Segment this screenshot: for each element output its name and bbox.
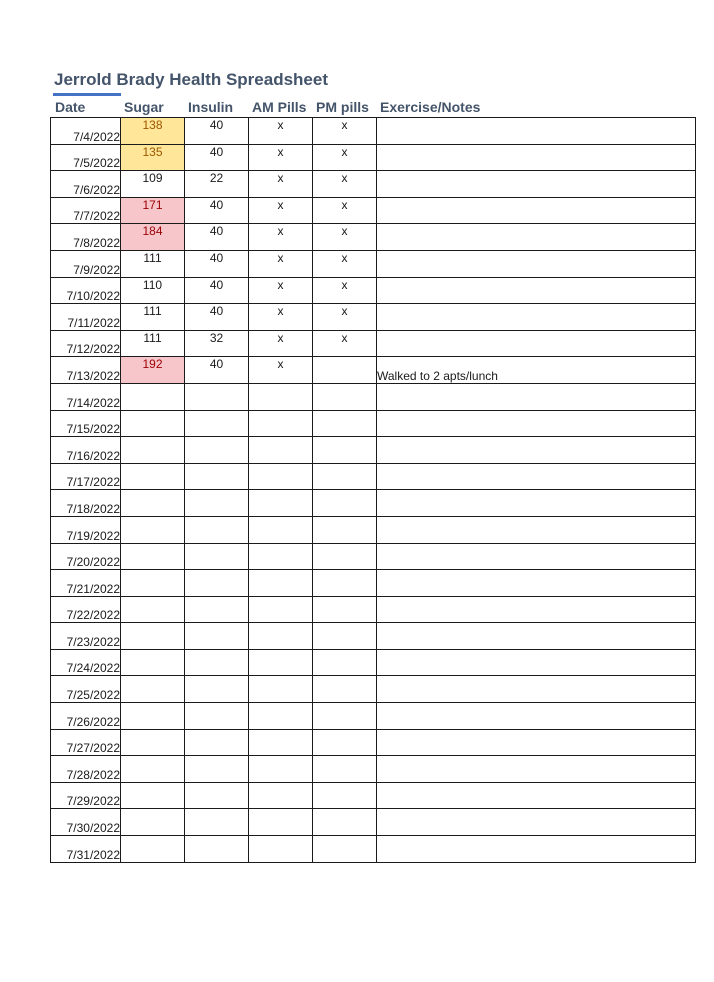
table-row <box>51 224 696 251</box>
date-cell[interactable]: 7/30/2022 <box>51 809 121 836</box>
am-pills-cell[interactable] <box>249 756 313 783</box>
table-row <box>51 144 696 171</box>
notes-cell[interactable] <box>377 703 696 730</box>
date-cell[interactable]: 7/24/2022 <box>51 649 121 676</box>
date-cell[interactable]: 7/18/2022 <box>51 490 121 517</box>
table-row <box>51 437 696 464</box>
sugar-cell[interactable]: 192 <box>121 357 185 384</box>
notes-cell[interactable] <box>377 490 696 517</box>
am-pills-cell[interactable] <box>249 836 313 863</box>
am-pills-cell[interactable] <box>249 703 313 730</box>
table-row <box>51 250 696 277</box>
am-pills-cell[interactable] <box>249 782 313 809</box>
date-cell[interactable]: 7/10/2022 <box>51 277 121 304</box>
sugar-cell[interactable] <box>121 490 185 517</box>
table-row <box>51 596 696 623</box>
insulin-cell[interactable] <box>185 383 249 410</box>
table-row <box>51 782 696 809</box>
table-row <box>51 516 696 543</box>
am-pills-cell[interactable]: x <box>249 171 313 198</box>
table-row <box>51 570 696 597</box>
insulin-cell[interactable]: 40 <box>185 304 249 331</box>
header-am-pills: AM Pills <box>252 99 307 115</box>
table-row <box>51 171 696 198</box>
pm-pills-cell[interactable] <box>313 676 377 703</box>
date-cell[interactable]: 7/14/2022 <box>51 383 121 410</box>
sheet-title: Jerrold Brady Health Spreadsheet <box>54 70 328 89</box>
am-pills-cell[interactable] <box>249 490 313 517</box>
date-cell[interactable]: 7/6/2022 <box>51 171 121 198</box>
notes-cell[interactable] <box>377 383 696 410</box>
sugar-cell[interactable]: 111 <box>121 330 185 357</box>
date-cell[interactable]: 7/27/2022 <box>51 729 121 756</box>
date-cell[interactable]: 7/22/2022 <box>51 596 121 623</box>
date-cell[interactable]: 7/16/2022 <box>51 437 121 464</box>
am-pills-cell[interactable] <box>249 410 313 437</box>
date-cell[interactable]: 7/15/2022 <box>51 410 121 437</box>
table-row <box>51 197 696 224</box>
am-pills-cell[interactable] <box>249 809 313 836</box>
notes-cell[interactable] <box>377 224 696 251</box>
am-pills-cell[interactable]: x <box>249 224 313 251</box>
notes-cell[interactable] <box>377 836 696 863</box>
am-pills-cell[interactable]: x <box>249 277 313 304</box>
insulin-cell[interactable] <box>185 463 249 490</box>
notes-cell[interactable] <box>377 729 696 756</box>
table-row <box>51 836 696 863</box>
date-cell[interactable]: 7/8/2022 <box>51 224 121 251</box>
table-row <box>51 330 696 357</box>
date-cell[interactable]: 7/9/2022 <box>51 250 121 277</box>
am-pills-cell[interactable] <box>249 649 313 676</box>
notes-cell[interactable] <box>377 676 696 703</box>
pm-pills-cell[interactable] <box>313 649 377 676</box>
sugar-cell[interactable] <box>121 756 185 783</box>
date-cell[interactable]: 7/25/2022 <box>51 676 121 703</box>
health-table <box>50 117 696 863</box>
am-pills-cell[interactable] <box>249 676 313 703</box>
notes-cell[interactable] <box>377 250 696 277</box>
sugar-cell[interactable] <box>121 383 185 410</box>
date-cell[interactable]: 7/7/2022 <box>51 197 121 224</box>
pm-pills-cell[interactable]: x <box>313 118 377 145</box>
notes-cell[interactable] <box>377 144 696 171</box>
table-row <box>51 410 696 437</box>
pm-pills-cell[interactable]: x <box>313 144 377 171</box>
am-pills-cell[interactable]: x <box>249 197 313 224</box>
sugar-cell[interactable] <box>121 623 185 650</box>
sugar-cell[interactable] <box>121 516 185 543</box>
notes-cell[interactable] <box>377 410 696 437</box>
notes-cell[interactable] <box>377 649 696 676</box>
table-row <box>51 490 696 517</box>
am-pills-cell[interactable] <box>249 383 313 410</box>
pm-pills-cell[interactable] <box>313 729 377 756</box>
table-row <box>51 304 696 331</box>
insulin-cell[interactable] <box>185 570 249 597</box>
am-pills-cell[interactable] <box>249 596 313 623</box>
insulin-cell[interactable] <box>185 437 249 464</box>
table-row <box>51 703 696 730</box>
insulin-cell[interactable] <box>185 490 249 517</box>
insulin-cell[interactable]: 40 <box>185 118 249 145</box>
am-pills-cell[interactable]: x <box>249 357 313 384</box>
insulin-cell[interactable] <box>185 809 249 836</box>
insulin-cell[interactable] <box>185 729 249 756</box>
am-pills-cell[interactable]: x <box>249 118 313 145</box>
insulin-cell[interactable]: 40 <box>185 277 249 304</box>
header-pm-pills: PM pills <box>316 99 369 115</box>
insulin-cell[interactable]: 32 <box>185 330 249 357</box>
pm-pills-cell[interactable] <box>313 357 377 384</box>
insulin-cell[interactable]: 22 <box>185 171 249 198</box>
am-pills-cell[interactable] <box>249 516 313 543</box>
table-row <box>51 676 696 703</box>
am-pills-cell[interactable]: x <box>249 144 313 171</box>
pm-pills-cell[interactable] <box>313 782 377 809</box>
pm-pills-cell[interactable] <box>313 410 377 437</box>
notes-cell[interactable]: Walked to 2 apts/lunch <box>377 357 696 384</box>
table-row <box>51 543 696 570</box>
date-cell[interactable]: 7/21/2022 <box>51 570 121 597</box>
table-body <box>51 118 696 863</box>
date-cell[interactable]: 7/5/2022 <box>51 144 121 171</box>
table-row <box>51 809 696 836</box>
insulin-cell[interactable] <box>185 596 249 623</box>
pm-pills-cell[interactable] <box>313 703 377 730</box>
notes-cell[interactable] <box>377 277 696 304</box>
sugar-cell[interactable] <box>121 703 185 730</box>
sugar-cell[interactable]: 111 <box>121 304 185 331</box>
table-row <box>51 649 696 676</box>
date-cell[interactable]: 7/29/2022 <box>51 782 121 809</box>
table-row <box>51 463 696 490</box>
date-cell[interactable]: 7/4/2022 <box>51 118 121 145</box>
notes-cell[interactable] <box>377 304 696 331</box>
notes-cell[interactable] <box>377 543 696 570</box>
title-underline <box>53 93 121 96</box>
notes-cell[interactable] <box>377 756 696 783</box>
date-cell[interactable]: 7/23/2022 <box>51 623 121 650</box>
notes-cell[interactable] <box>377 197 696 224</box>
table-row <box>51 383 696 410</box>
date-cell[interactable]: 7/13/2022 <box>51 357 121 384</box>
insulin-cell[interactable] <box>185 543 249 570</box>
pm-pills-cell[interactable] <box>313 437 377 464</box>
pm-pills-cell[interactable] <box>313 516 377 543</box>
am-pills-cell[interactable] <box>249 463 313 490</box>
date-cell[interactable]: 7/26/2022 <box>51 703 121 730</box>
insulin-cell[interactable] <box>185 676 249 703</box>
header-date: Date <box>55 99 86 115</box>
insulin-cell[interactable] <box>185 516 249 543</box>
notes-cell[interactable] <box>377 330 696 357</box>
sugar-cell[interactable] <box>121 649 185 676</box>
header-insulin: Insulin <box>188 99 234 115</box>
am-pills-cell[interactable] <box>249 437 313 464</box>
notes-cell[interactable] <box>377 118 696 145</box>
header-sugar: Sugar <box>124 99 164 115</box>
pm-pills-cell[interactable] <box>313 596 377 623</box>
sugar-cell[interactable] <box>121 729 185 756</box>
notes-cell[interactable] <box>377 782 696 809</box>
insulin-cell[interactable]: 40 <box>185 197 249 224</box>
pm-pills-cell[interactable]: x <box>313 171 377 198</box>
am-pills-cell[interactable] <box>249 543 313 570</box>
sugar-cell[interactable]: 109 <box>121 171 185 198</box>
sugar-cell[interactable] <box>121 809 185 836</box>
notes-cell[interactable] <box>377 596 696 623</box>
date-cell[interactable]: 7/19/2022 <box>51 516 121 543</box>
pm-pills-cell[interactable] <box>313 756 377 783</box>
pm-pills-cell[interactable]: x <box>313 304 377 331</box>
date-cell[interactable]: 7/20/2022 <box>51 543 121 570</box>
pm-pills-cell[interactable]: x <box>313 197 377 224</box>
sugar-cell[interactable]: 171 <box>121 197 185 224</box>
pm-pills-cell[interactable] <box>313 570 377 597</box>
sugar-cell[interactable] <box>121 463 185 490</box>
pm-pills-cell[interactable] <box>313 463 377 490</box>
am-pills-cell[interactable] <box>249 729 313 756</box>
sugar-cell[interactable]: 135 <box>121 144 185 171</box>
notes-cell[interactable] <box>377 171 696 198</box>
insulin-cell[interactable]: 40 <box>185 357 249 384</box>
am-pills-cell[interactable] <box>249 570 313 597</box>
notes-cell[interactable] <box>377 437 696 464</box>
table-row <box>51 623 696 650</box>
sugar-cell[interactable] <box>121 570 185 597</box>
am-pills-cell[interactable]: x <box>249 304 313 331</box>
am-pills-cell[interactable]: x <box>249 330 313 357</box>
pm-pills-cell[interactable] <box>313 490 377 517</box>
date-cell[interactable]: 7/31/2022 <box>51 836 121 863</box>
insulin-cell[interactable]: 40 <box>185 224 249 251</box>
insulin-cell[interactable] <box>185 649 249 676</box>
am-pills-cell[interactable] <box>249 623 313 650</box>
pm-pills-cell[interactable] <box>313 383 377 410</box>
table-row <box>51 277 696 304</box>
pm-pills-cell[interactable]: x <box>313 277 377 304</box>
am-pills-cell[interactable]: x <box>249 250 313 277</box>
sugar-cell[interactable] <box>121 543 185 570</box>
sugar-cell[interactable] <box>121 410 185 437</box>
pm-pills-cell[interactable] <box>313 809 377 836</box>
sugar-cell[interactable]: 138 <box>121 118 185 145</box>
table-row <box>51 756 696 783</box>
notes-cell[interactable] <box>377 516 696 543</box>
insulin-cell[interactable] <box>185 836 249 863</box>
sugar-cell[interactable]: 184 <box>121 224 185 251</box>
insulin-cell[interactable] <box>185 623 249 650</box>
insulin-cell[interactable] <box>185 756 249 783</box>
insulin-cell[interactable]: 40 <box>185 144 249 171</box>
date-cell[interactable]: 7/28/2022 <box>51 756 121 783</box>
table-row <box>51 357 696 384</box>
sugar-cell[interactable] <box>121 437 185 464</box>
date-cell[interactable]: 7/17/2022 <box>51 463 121 490</box>
sugar-cell[interactable] <box>121 782 185 809</box>
pm-pills-cell[interactable] <box>313 836 377 863</box>
sugar-cell[interactable] <box>121 596 185 623</box>
date-cell[interactable]: 7/11/2022 <box>51 304 121 331</box>
insulin-cell[interactable] <box>185 703 249 730</box>
insulin-cell[interactable] <box>185 782 249 809</box>
pm-pills-cell[interactable]: x <box>313 250 377 277</box>
notes-cell[interactable] <box>377 623 696 650</box>
pm-pills-cell[interactable] <box>313 623 377 650</box>
notes-cell[interactable] <box>377 809 696 836</box>
table-row <box>51 729 696 756</box>
pm-pills-cell[interactable]: x <box>313 224 377 251</box>
notes-cell[interactable] <box>377 463 696 490</box>
pm-pills-cell[interactable] <box>313 543 377 570</box>
notes-cell[interactable] <box>377 570 696 597</box>
table-row <box>51 118 696 145</box>
header-exercise-notes: Exercise/Notes <box>380 99 481 115</box>
pm-pills-cell[interactable]: x <box>313 330 377 357</box>
sugar-cell[interactable]: 111 <box>121 250 185 277</box>
insulin-cell[interactable] <box>185 410 249 437</box>
sugar-cell[interactable] <box>121 836 185 863</box>
sugar-cell[interactable]: 110 <box>121 277 185 304</box>
date-cell[interactable]: 7/12/2022 <box>51 330 121 357</box>
insulin-cell[interactable]: 40 <box>185 250 249 277</box>
sugar-cell[interactable] <box>121 676 185 703</box>
